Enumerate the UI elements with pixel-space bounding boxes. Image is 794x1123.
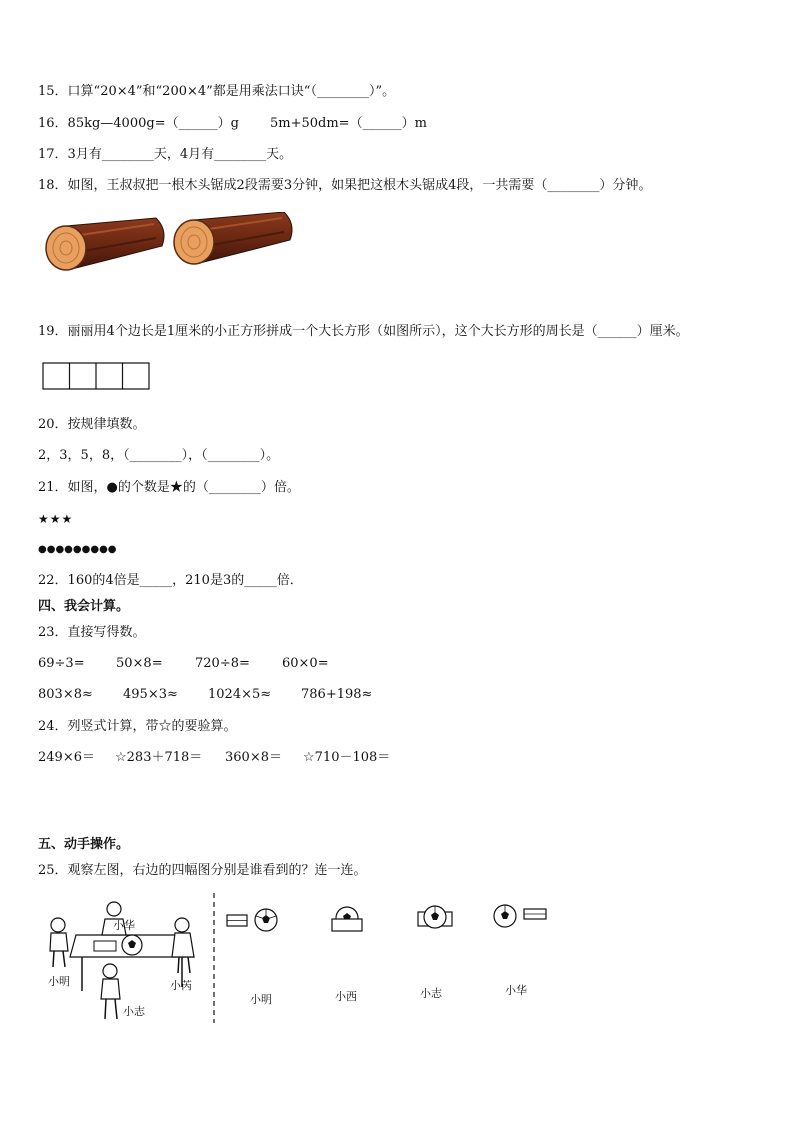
question-20-sequence: 2，3，5，8，（________），（________）。	[38, 448, 280, 463]
question-19: 19．丽丽用4个边长是1厘米的小正方形拼成一个大长方形（如图所示），这个大长方形的周长是（______）厘米。	[38, 324, 689, 339]
soccer-ball-icon	[255, 909, 277, 931]
question-20: 20．按规律填数。	[38, 417, 146, 432]
calc-item: 786+198≈	[301, 687, 373, 702]
box-icon	[94, 941, 116, 951]
calc-item: 720÷8=	[195, 656, 250, 671]
question-18: 18．如图，王叔叔把一根木头锯成2段需要3分钟，如果把这根木头锯成4段，一共需要（________）分钟。	[38, 178, 652, 193]
calc-item: 60×0=	[282, 656, 329, 671]
question-16-part-a: 16．85kg—4000g=（______）g	[38, 116, 239, 131]
question-15: 15．口算“20×4”和“200×4”都是用乘法口诀“（________）”。	[38, 84, 396, 99]
calc-item: 495×3≈	[123, 687, 178, 702]
section-5-title: 五、动手操作。	[38, 837, 130, 852]
calc-item: 50×8=	[116, 656, 163, 671]
calc-item: ☆283＋718＝	[115, 750, 203, 765]
calc-item: 360×8＝	[225, 750, 282, 765]
calc-item: 803×8≈	[38, 687, 93, 702]
scene-name-xiaoming: 小明	[48, 975, 70, 988]
calc-item: 69÷3=	[38, 656, 85, 671]
view-name-1: 小明	[250, 993, 272, 1006]
log-2	[174, 212, 292, 264]
scene-name-xiaorui: 小芮	[170, 979, 192, 992]
section-4-title: 四、我会计算。	[38, 599, 130, 614]
person-right-icon	[172, 918, 194, 973]
view-name-2: 小西	[335, 990, 357, 1003]
question-24: 24．列竖式计算，带☆的要验算。	[38, 719, 237, 734]
person-bottom-icon	[101, 964, 120, 1019]
squares-figure	[42, 362, 152, 392]
dots-row: ●●●●●●●●●	[38, 544, 117, 555]
view-3-figure	[416, 904, 456, 932]
view-name-3: 小志	[420, 987, 442, 1000]
scene-name-xiaohua: 小华	[113, 919, 135, 932]
log-1	[46, 218, 164, 270]
calc-item: 1024×5≈	[208, 687, 272, 702]
question-16-part-b: 5m+50dm=（______）m	[270, 116, 427, 131]
calc-item: ☆710－108＝	[303, 750, 391, 765]
calc-item: 249×6＝	[38, 750, 95, 765]
soccer-ball-icon	[494, 905, 516, 927]
scene-name-xiaozhi: 小志	[123, 1005, 145, 1018]
person-left-icon	[50, 918, 68, 967]
logs-figure	[44, 212, 294, 274]
question-22: 22．160的4倍是_____，210是3的_____倍．	[38, 573, 303, 588]
stars-row: ★★★	[38, 512, 74, 526]
question-21: 21．如图，●的个数是★的（________）倍。	[38, 480, 300, 495]
dashed-divider	[212, 893, 216, 1023]
view-name-4: 小华	[505, 984, 527, 997]
view-2-figure	[330, 906, 366, 934]
question-17: 17．3月有________天，4月有________天。	[38, 147, 293, 162]
view-1-figure	[226, 906, 280, 934]
soccer-ball-icon	[424, 906, 446, 928]
question-25: 25．观察左图，右边的四幅图分别是谁看到的？连一连。	[38, 863, 367, 878]
question-23: 23．直接写得数。	[38, 625, 146, 640]
soccer-ball-icon	[122, 935, 142, 955]
view-4-figure	[492, 903, 552, 931]
box-icon	[332, 919, 362, 931]
